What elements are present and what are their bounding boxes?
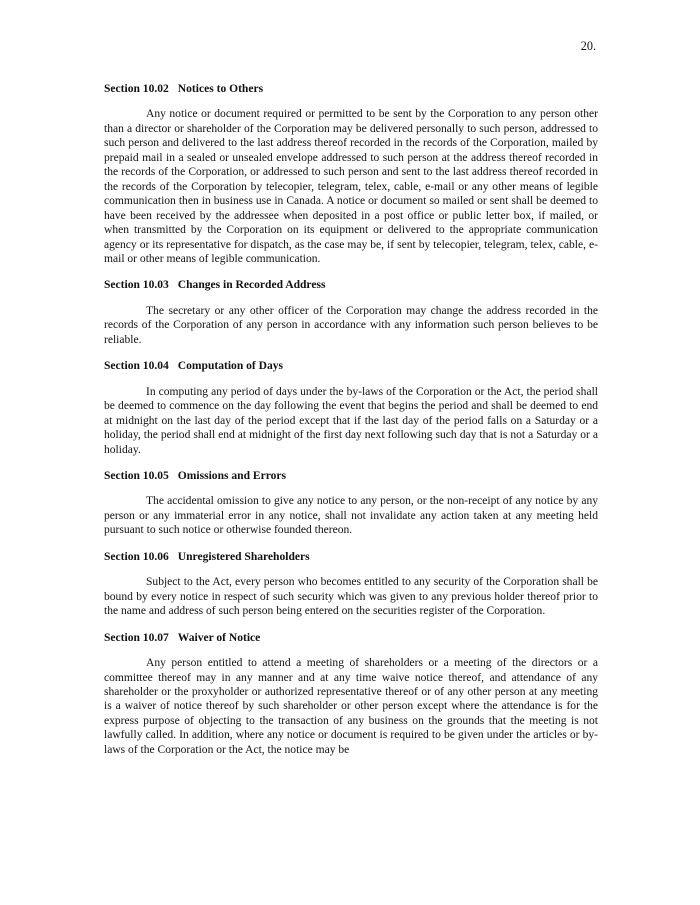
section-heading [104, 278, 598, 292]
section-heading [104, 359, 598, 373]
section-number: Section 10.07 [104, 631, 169, 644]
section-title: Unregistered Shareholders [177, 550, 310, 563]
section-10-03 [104, 278, 598, 347]
section-paragraph: Subject to the Act, every person who becomes entitled to any security of the Corporation shall be bound by every notice in respect of such security which was given to any previous holder thereof prior to the name and address of such person being entered on the securities register of the Corporation. [104, 576, 598, 618]
section-title: Waiver of Notice [177, 631, 261, 644]
section-paragraph: Any person entitled to attend a meeting of shareholders or a meeting of the directors or a committee thereof may in any manner and at any time waive notice thereof, and attendance of any shareholder or the proxyholder or authorized representative thereof or of any other person at any meeting is a waiver of notice thereof by such shareholder or other person except where the attendance is for the express purpose of objecting to the transaction of any business on the grounds that the meeting is not lawfully called. In addition, where any notice or document is required to be given under the articles or by-laws of the Corporation or the Act, the notice may be [104, 657, 598, 756]
section-paragraph: The secretary or any other officer of the Corporation may change the address recorded in the records of the Corporation of any person in accordance with any information such person believes to be reliable. [104, 304, 598, 346]
section-number: Section 10.03 [104, 279, 169, 292]
section-paragraph: In computing any period of days under the by-laws of the Corporation or the Act, the period shall be deemed to commence on the day following the event that begins the period and shall be deemed to end at midnight on the last day of the period except that if the last day of the period falls on a Saturday or a holiday, the period shall end at midnight of the first day next following such day that is not a Saturday or a holiday. [104, 385, 598, 456]
section-10-05 [104, 469, 598, 538]
section-number: Section 10.04 [104, 360, 169, 373]
page-number: 20. [580, 39, 596, 53]
section-title: Notices to Others [177, 83, 264, 95]
section-title: Changes in Recorded Address [177, 279, 326, 292]
section-heading [104, 631, 598, 645]
section-number: Section 10.05 [104, 469, 169, 482]
section-heading [104, 82, 598, 96]
section-title: Computation of Days [177, 360, 284, 373]
section-number: Section 10.06 [104, 550, 169, 563]
section-paragraph: The accidental omission to give any notice to any person, or the non-receipt of any notice by any person or any immaterial error in any notice, shall not invalidate any action taken at any meeting held pursuant to such notice or otherwise founded thereon. [104, 495, 598, 537]
document-body [104, 82, 598, 757]
section-10-06 [104, 550, 598, 619]
section-title: Omissions and Errors [177, 469, 287, 482]
section-10-07 [104, 631, 598, 758]
section-paragraph: Any notice or document required or permitted to be sent by the Corporation to any person other than a director or shareholder of the Corporation may be delivered personally to such person, addressed to such person and delivered to the last address thereof recorded in the records of the Corporation, mailed by prepaid mail in a sealed or unsealed envelope addressed to such person at the address thereof recorded in the records of the Corporation, or addressed to such person and sent to the last address thereof recorded in the records of the Corporation by telecopier, telegram, telex, cable, e-mail or any other means of legible communication then in business use in Canada. A notice or document so mailed or sent shall be deemed to have been received by the addressee when deposited in a post office or public letter box, if mailed, or when transmitted by the Corporation on its equipment or delivered to the appropriate communication agency or its representative for dispatch, as the case may be, if sent by telecopier, telegram, telex, cable, e-mail or other means of legible communication. [104, 108, 598, 265]
section-heading [104, 550, 598, 564]
section-10-02 [104, 82, 598, 266]
section-number: Section 10.02 [104, 83, 169, 95]
section-heading [104, 469, 598, 483]
section-10-04 [104, 359, 598, 457]
